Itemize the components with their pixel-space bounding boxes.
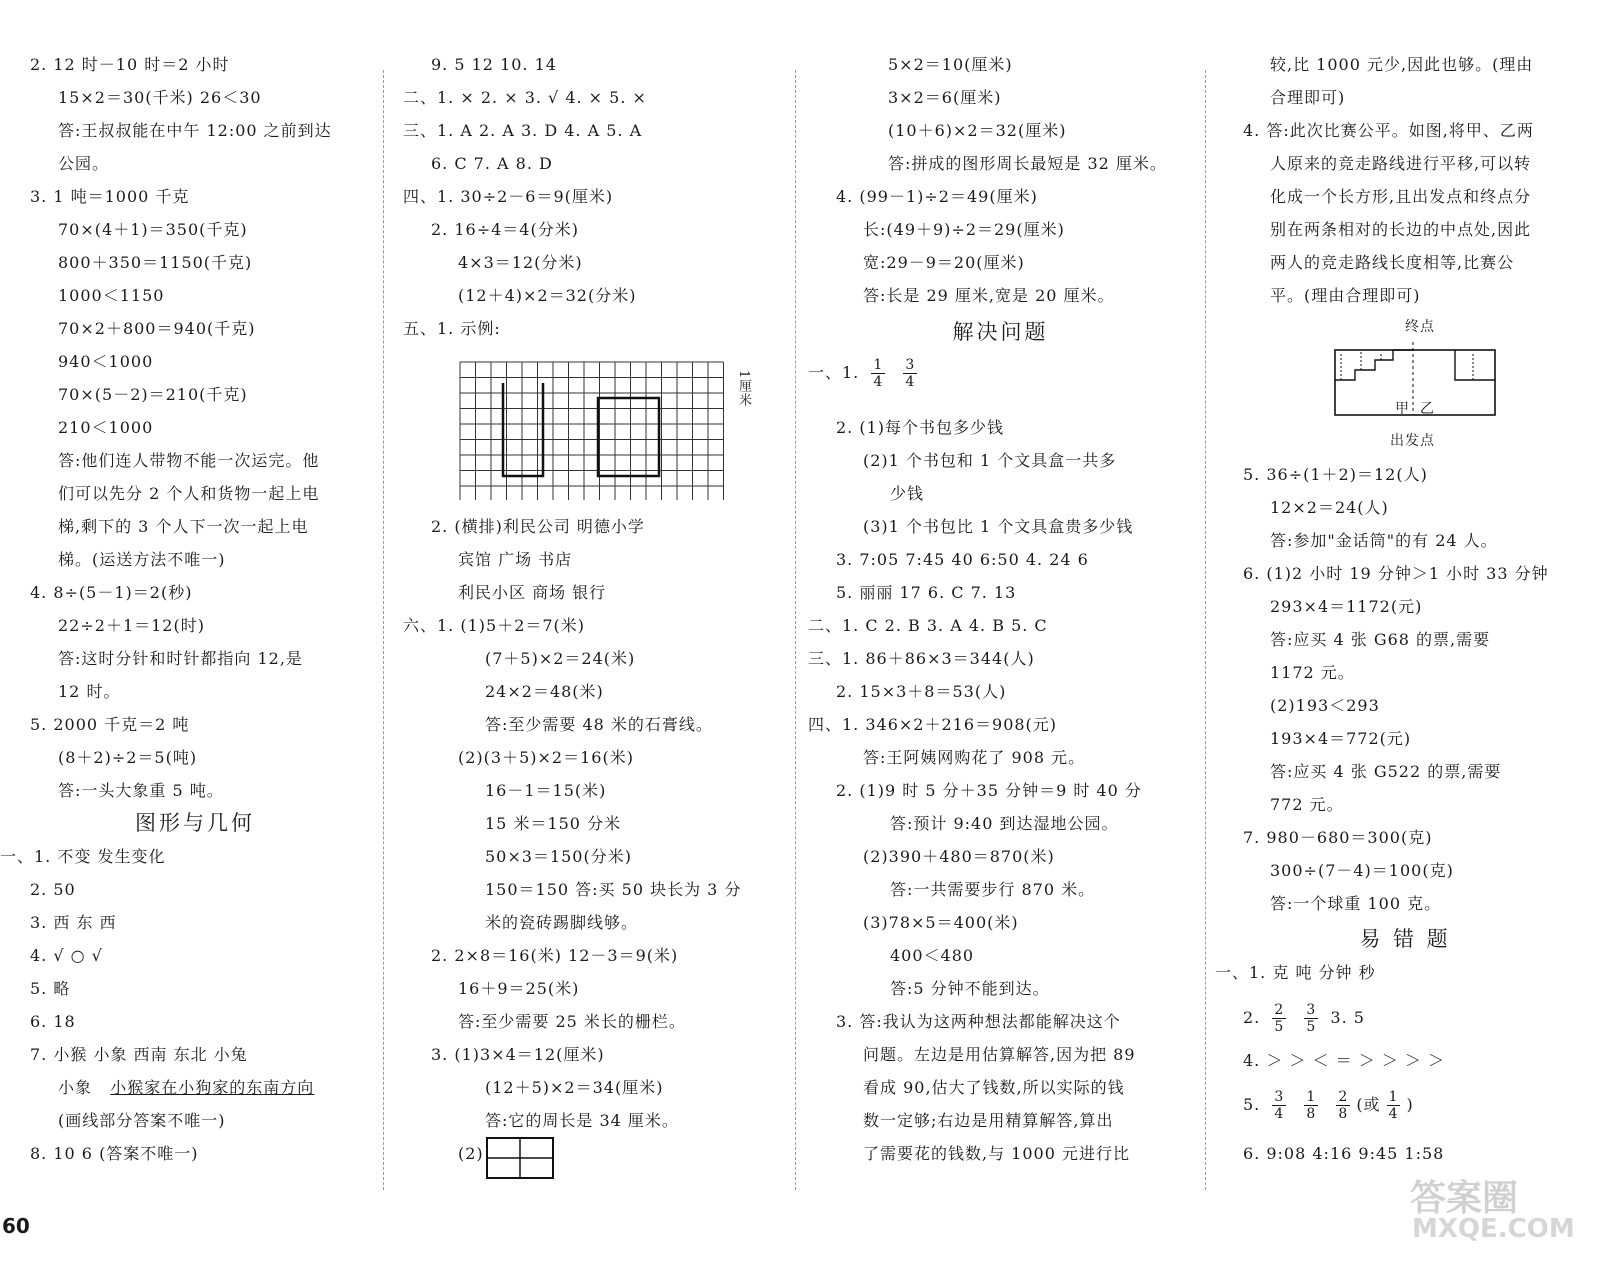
answer-line: 300÷(7－4)＝100(克) (1270, 861, 1454, 880)
answer-line: 70×(4＋1)＝350(千克) (58, 220, 248, 239)
underlined-answer: 小猴家在小狗家的东南方向 (110, 1078, 315, 1097)
answer-line: 5. 36÷(1＋2)＝12(人) (1243, 465, 1428, 484)
answer-line: 们可以先分 2 个人和货物一起上电 (58, 484, 320, 503)
answer-line: 8. 10 6 (答案不唯一) (30, 1144, 199, 1163)
answer-line (58, 1073, 380, 1103)
answer-line: 问题。左边是用估算解答,因为把 89 (863, 1045, 1136, 1064)
answer-line: 2. 15×3＋8＝53(人) (836, 682, 1007, 701)
answer-line: 一、1. 不变 发生变化 (0, 847, 166, 866)
answer-line: (画线部分答案不唯一) (58, 1111, 226, 1130)
answer-line: 二、1. × 2. × 3. √ 4. × 5. × (403, 88, 647, 107)
answer-line: 平。(理由合理即可) (1270, 286, 1421, 305)
answer-line: 5. 略 (30, 979, 71, 998)
answer-line: 两人的竞走路线长度相等,比赛公 (1270, 253, 1515, 272)
answer-line: 3×2＝6(厘米) (888, 88, 1002, 107)
section-title: 解决问题 (952, 320, 1049, 344)
answer-line: 193×4＝772(元) (1270, 729, 1412, 748)
page-number: 60 (2, 1214, 30, 1238)
answer-line: 利民小区 商场 银行 (458, 583, 607, 602)
answer-line: 三、1. 86＋86×3＝344(人) (808, 649, 1035, 668)
answer-line: 答:至少需要 48 米的石膏线。 (485, 715, 713, 734)
answer-line: 答:一头大象重 5 吨。 (58, 781, 224, 800)
answer-line: 六、1. (1)5＋2＝7(米) (403, 616, 586, 635)
fraction: $\frac{1}{8}$ (1306, 1089, 1317, 1122)
answer-line: (12＋5)×2＝34(厘米) (485, 1078, 664, 1097)
answer-line: 772 元。 (1270, 795, 1344, 814)
answer-line: 9. 5 12 10. 14 (431, 55, 557, 74)
answer-line: 答:至少需要 25 米长的栅栏。 (458, 1012, 686, 1031)
answer-line: 公园。 (58, 154, 110, 173)
answer-line: 1172 元。 (1270, 663, 1355, 682)
answer-line: 3. 答:我认为这两种想法都能解决这个 (836, 1012, 1121, 1031)
answer-line: 3. (1)3×4＝12(厘米) (431, 1045, 605, 1064)
answer-line: 24×2＝48(米) (485, 682, 604, 701)
answer-text: 3. 5 (1330, 1008, 1365, 1027)
answer-line: 7. 小猴 小象 西南 东北 小兔 (30, 1045, 248, 1064)
answer-line: 2. (1)9 时 5 分＋35 分钟＝9 时 40 分 (836, 781, 1142, 800)
answer-line: 5. 2000 千克＝2 吨 (30, 715, 190, 734)
rectangle-figure (486, 1137, 556, 1181)
answer-line (1243, 1085, 1595, 1125)
answer-line: 少钱 (890, 484, 925, 503)
answer-line: 6. 18 (30, 1012, 76, 1031)
answer-line: 答:参加"金话筒"的有 24 人。 (1270, 531, 1498, 550)
answer-line: 5×2＝10(厘米) (888, 55, 1013, 74)
answer-line: 答:长是 29 厘米,宽是 20 厘米。 (863, 286, 1115, 305)
answer-line: 米的瓷砖踢脚线够。 (485, 913, 639, 932)
fraction: $\frac{2}{5}$ (1274, 1002, 1285, 1035)
answer-line: (2) (458, 1144, 484, 1163)
answer-line: 别在两条相对的长边的中点处,因此 (1270, 220, 1532, 239)
answer-text: ) (1406, 1095, 1414, 1114)
answer-line: 四、1. 346×2＋216＝908(元) (808, 715, 1058, 734)
answer-line: 人原来的竞走路线进行平移,可以转 (1270, 154, 1532, 173)
answer-line: 16＋9＝25(米) (458, 979, 580, 998)
answer-line: 三、1. A 2. A 3. D 4. A 5. A (403, 121, 643, 140)
answer-line: 6. (1)2 小时 19 分钟＞1 小时 33 分钟 (1243, 564, 1549, 583)
answer-line: 答:应买 4 张 G522 的票,需要 (1270, 762, 1502, 781)
watermark-logo: 答案圈 (1410, 1178, 1519, 1219)
answer-line: 4. ＞ ＞ ＜ ＝ ＞ ＞ ＞ ＞ (1243, 1051, 1445, 1070)
column-divider (1205, 70, 1206, 1190)
route-label-yi: 乙 (1420, 401, 1435, 417)
answer-line: 800＋350＝1150(千克) (58, 253, 253, 272)
answer-line: 五、1. 示例: (403, 319, 501, 338)
answer-line: 2. 12 时－10 时＝2 小时 (30, 55, 230, 74)
answer-line: (10＋6)×2＝32(厘米) (888, 121, 1067, 140)
answer-line: 2. 2×8＝16(米) 12－3＝9(米) (431, 946, 679, 965)
answer-line: 答:这时分针和时针都指向 12,是 (58, 649, 303, 668)
start-point-label: 出发点 (1390, 433, 1435, 449)
fraction: $\frac{3}{4}$ (1274, 1089, 1285, 1122)
answer-line: 22÷2＋1＝12(时) (58, 616, 205, 635)
answer-line: (8＋2)÷2＝5(吨) (58, 748, 198, 767)
answer-line: 宾馆 广场 书店 (458, 550, 573, 569)
answer-line: 了需要花的钱数,与 1000 元进行比 (863, 1144, 1130, 1163)
answer-line (808, 353, 1193, 393)
answer-line: (12＋4)×2＝32(分米) (458, 286, 637, 305)
answer-line: 3. 1 吨＝1000 千克 (30, 187, 190, 206)
question-number: 2. (1243, 1008, 1261, 1027)
answer-line: 答:它的周长是 34 厘米。 (485, 1111, 679, 1130)
answer-line: 4. 8÷(5－1)＝2(秒) (30, 583, 193, 602)
answer-line: 答:预计 9:40 到达湿地公园。 (890, 814, 1119, 833)
answer-line: 2. (1)每个书包多少钱 (836, 418, 1005, 437)
answer-line: (2)390＋480＝870(米) (863, 847, 1055, 866)
answer-line: (2)(3＋5)×2＝16(米) (458, 748, 634, 767)
answer-line: 宽:29－9＝20(厘米) (863, 253, 1025, 272)
answer-line: 6. C 7. A 8. D (431, 154, 553, 173)
answer-line: (3)1 个书包比 1 个文具盒贵多少钱 (863, 517, 1134, 536)
answer-line: 940＜1000 (58, 352, 154, 371)
answer-line: 70×2＋800＝940(千克) (58, 319, 256, 338)
answer-line: 7. 980－680＝300(克) (1243, 828, 1433, 847)
end-point-label: 终点 (1405, 319, 1435, 335)
answer-text: 小象 (58, 1078, 93, 1097)
question-number: 一、1. (808, 363, 860, 382)
answer-line: 3. 西 东 西 (30, 913, 117, 932)
fraction: $\frac{2}{8}$ (1338, 1089, 1349, 1122)
answer-line: 50×3＝150(分米) (485, 847, 632, 866)
column-divider (383, 70, 384, 1190)
answer-line: 答:他们连人带物不能一次运完。他 (58, 451, 320, 470)
answer-line: 70×(5－2)＝210(千克) (58, 385, 248, 404)
answer-line: 2. 16÷4＝4(分米) (431, 220, 579, 239)
answer-line: 4. 答:此次比赛公平。如图,将甲、乙两 (1243, 121, 1534, 140)
answer-line: 四、1. 30÷2－6＝9(厘米) (403, 187, 614, 206)
answer-line: 较,比 1000 元少,因此也够。(理由 (1270, 55, 1534, 74)
answer-line: 合理即可) (1270, 88, 1346, 107)
answer-line: 梯,剩下的 3 个人下一次一起上电 (58, 517, 309, 536)
answer-line: 看成 90,估大了钱数,所以实际的钱 (863, 1078, 1125, 1097)
section-title: 易 错 题 (1359, 927, 1451, 951)
answer-line: 答:一个球重 100 克。 (1270, 894, 1442, 913)
answer-line: 400＜480 (890, 946, 975, 965)
answer-line: 二、1. C 2. B 3. A 4. B 5. C (808, 616, 1048, 635)
grid-scale-label: 1厘米 (736, 370, 751, 408)
route-label-jia: 甲 (1395, 401, 1410, 417)
answer-line: 3. 7:05 7:45 40 6:50 4. 24 6 (836, 550, 1089, 569)
answer-line: 1000＜1150 (58, 286, 165, 305)
answer-line: 2. 50 (30, 880, 76, 899)
fraction: $\frac{3}{4}$ (905, 357, 916, 390)
answer-line (1243, 998, 1595, 1038)
answer-line: (3)78×5＝400(米) (863, 913, 1019, 932)
answer-line: 答:王阿姨网购花了 908 元。 (863, 748, 1086, 767)
answer-line: 15×2＝30(千米) 26＜30 (58, 88, 262, 107)
answer-line: 4. √ ○ √ (30, 946, 103, 965)
section-title: 图形与几何 (135, 811, 255, 835)
answer-line: 15 米＝150 分米 (485, 814, 622, 833)
fraction: $\frac{1}{4}$ (873, 357, 884, 390)
answer-line: 5. 丽丽 17 6. C 7. 13 (836, 583, 1017, 602)
grid-figure (458, 360, 738, 500)
answer-line: 答:应买 4 张 G68 的票,需要 (1270, 630, 1491, 649)
fraction: $\frac{3}{5}$ (1306, 1002, 1317, 1035)
answer-line: 长:(49＋9)÷2＝29(厘米) (863, 220, 1065, 239)
answer-line: 16－1＝15(米) (485, 781, 607, 800)
answer-line: 答:拼成的图形周长最短是 32 厘米。 (888, 154, 1167, 173)
answer-line: 150＝150 答:买 50 块长为 3 分 (485, 880, 742, 899)
column-divider (795, 70, 796, 1190)
answer-line: 答:一共需要步行 870 米。 (890, 880, 1096, 899)
answer-line: 6. 9:08 4:16 9:45 1:58 (1243, 1144, 1445, 1163)
answer-line: 数一定够;右边是用精算解答,算出 (863, 1111, 1114, 1130)
answer-line: 293×4＝1172(元) (1270, 597, 1423, 616)
question-number: 5. (1243, 1095, 1261, 1114)
watermark-url: MXQE.COM (1412, 1214, 1575, 1244)
answer-line: 2. (横排)利民公司 明德小学 (431, 517, 645, 536)
answer-line: (2)193＜293 (1270, 696, 1380, 715)
answer-line: 4×3＝12(分米) (458, 253, 583, 272)
answer-text: (或 (1356, 1095, 1381, 1114)
answer-line: (2)1 个书包和 1 个文具盒一共多 (863, 451, 1117, 470)
answer-line: 12×2＝24(人) (1270, 498, 1389, 517)
fraction: $\frac{1}{4}$ (1388, 1089, 1399, 1122)
answer-line: 4. (99－1)÷2＝49(厘米) (836, 187, 1038, 206)
answer-line: (7＋5)×2＝24(米) (485, 649, 636, 668)
answer-line: 210＜1000 (58, 418, 154, 437)
answer-line: 化成一个长方形,且出发点和终点分 (1270, 187, 1532, 206)
answer-line: 一、1. 克 吨 分钟 秒 (1215, 963, 1376, 982)
answer-line: 答:王叔叔能在中午 12:00 之前到达 (58, 121, 332, 140)
answer-line: 梯。(运送方法不唯一) (58, 550, 226, 569)
answer-line: 12 时。 (58, 682, 121, 701)
answer-line: 答:5 分钟不能到达。 (890, 979, 1050, 998)
